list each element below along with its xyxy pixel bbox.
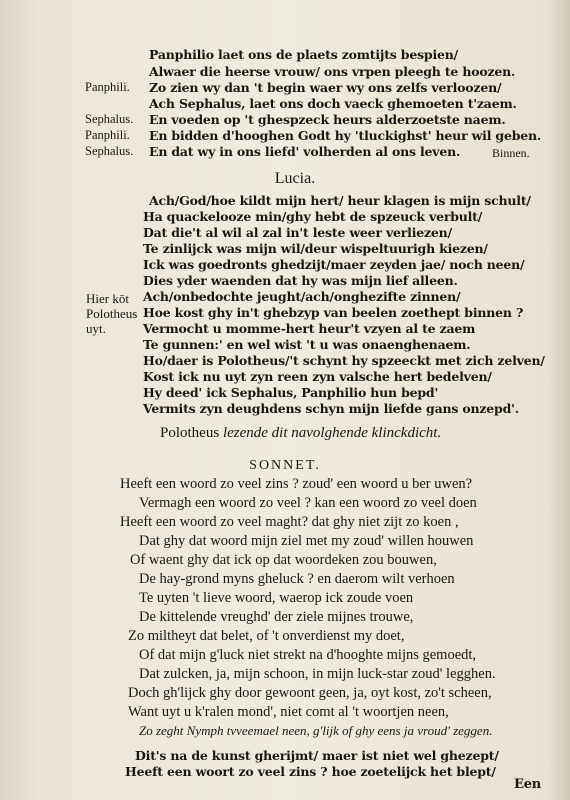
dialogue-line: En bidden d'hooghen Godt hy 'tluckighst' heur wil geben.: [149, 128, 542, 143]
verse-line: Dat die't al wil al zal in't leste weer verliezen/: [143, 225, 452, 240]
dialogue-line: Alwaer die heerse vrouw/ ons vrpen pleegh te hoozen.: [149, 64, 516, 79]
verse-line: Kost ick nu uyt zyn reen zyn valsche hert bedelven/: [143, 369, 492, 384]
sonnet-line: Dat ghy dat woord mijn ziel met my zoud' willen houwen: [139, 533, 474, 549]
speaker-heading-lucia: Lucia.: [274, 170, 316, 187]
sonnet-line: Dat zulcken, ja, mijn schoon, in mijn luck-star zoud' legghen.: [139, 666, 496, 682]
sonnet-line: Vermagh een woord zo veel ? kan een woord zo veel doen: [139, 495, 477, 511]
closing-line: Dit's na de kunst gherijmt/ maer ist niet wel ghezept/: [135, 748, 499, 763]
closing-line: Heeft een woort zo veel zins ? hoe zoetelijck het blept/: [125, 764, 496, 779]
speaker-label: Sephalus.: [85, 144, 134, 158]
exit-direction: Binnen.: [492, 146, 530, 160]
verse-line: Te gunnen:' en wel wist 't u was onaenghenaem.: [143, 337, 471, 352]
verse-line: Ha quackelooze min/ghy hebt de spzeuck verbult/: [143, 209, 483, 224]
speaker-label: Sephalus.: [85, 112, 134, 126]
catchword: Een: [514, 777, 542, 792]
dialogue-line: En voeden op 't ghespzeck heurs alderzoetste naem.: [149, 112, 506, 127]
verse-line: Hoe kost ghy in't ghebzyp van beelen zoethept binnen ?: [143, 305, 524, 320]
dialogue-line: Zo zien wy dan 't begin waer wy ons zelfs verloozen/: [149, 80, 502, 95]
verse-line: Ach/God/hoe kildt mijn hert/ heur klagen is mijn schult/: [149, 193, 531, 208]
sonnet-line: Te uyten 't lieve woord, waerop ick zoude voen: [139, 590, 414, 606]
sonnet-line: Zo miltheyt dat belet, of 't onverdienst my doet,: [128, 628, 405, 644]
verse-line: Dies yder waenden dat hy was mijn lief alleen.: [143, 273, 458, 288]
sonnet-line: Want uyt u k'ralen mond', niet comt al 't woortjen neen,: [128, 704, 449, 720]
verse-line: Ho/daer is Polotheus/'t schynt hy spzeeckt met zich zelven/: [143, 353, 545, 368]
sonnet-line: Heeft een woord zo veel maght? dat ghy niet zijt zo koen ,: [120, 514, 459, 530]
verse-line: Vermits zyn deughdens schyn mijn liefde gans onzepd'.: [143, 401, 519, 416]
sonnet-line: Of dat mijn g'luck niet strekt na d'hooghte mijns gemoedt,: [139, 647, 477, 663]
margin-note: Hier kōt Polotheus uyt.: [86, 291, 138, 336]
dialogue-line: En dat wy in ons liefd' volherden al ons leven.: [149, 144, 461, 159]
verse-line: Ick was goedronts ghedzijt/maer zeyden jae/ noch neen/: [143, 257, 525, 272]
dialogue-line: Panphilio laet ons de plaets zomtijts bespien/: [149, 47, 459, 62]
speaker-label: Panphili.: [85, 80, 130, 94]
sonnet-line: Zo zeght Nymph tvveemael neen, g'lijk of ghy eens ja vroud' zeggen.: [139, 723, 493, 738]
sonnet-heading: Polotheus lezende dit navolghende klinckdicht.: [160, 425, 442, 441]
sonnet-title: SONNET.: [249, 458, 321, 473]
sonnet-line: De hay-grond myns gheluck ? en daerom wilt verhoen: [139, 571, 455, 587]
verse-line: Ach/onbedochte jeught/ach/onghezifte zinnen/: [143, 289, 461, 304]
sonnet-line: Heeft een woord zo veel zins ? zoud' een woord u ber uwen?: [120, 476, 473, 492]
sonnet-line: De kittelende vreughd' der ziele mijnes trouwe,: [139, 609, 414, 625]
verse-line: Vermocht u momme-hert heur't vzyen al te zaem: [143, 321, 476, 336]
verse-line: Te zinlijck was mijn wil/deur wispeltuurigh kiezen/: [143, 241, 488, 256]
sonnet-line: Doch gh'lijck ghy door gewoont geen, ja, oyt kost, zo't scheen,: [128, 685, 492, 701]
sonnet-line: Of waent ghy dat ick op dat woordeken zou bouwen,: [130, 552, 437, 568]
verse-line: Hy deed' ick Sephalus, Panphilio hun bepd': [143, 385, 439, 400]
dialogue-line: Ach Sephalus, laet ons doch vaeck ghemoeten t'zaem.: [149, 96, 517, 111]
speaker-label: Panphili.: [85, 128, 130, 142]
